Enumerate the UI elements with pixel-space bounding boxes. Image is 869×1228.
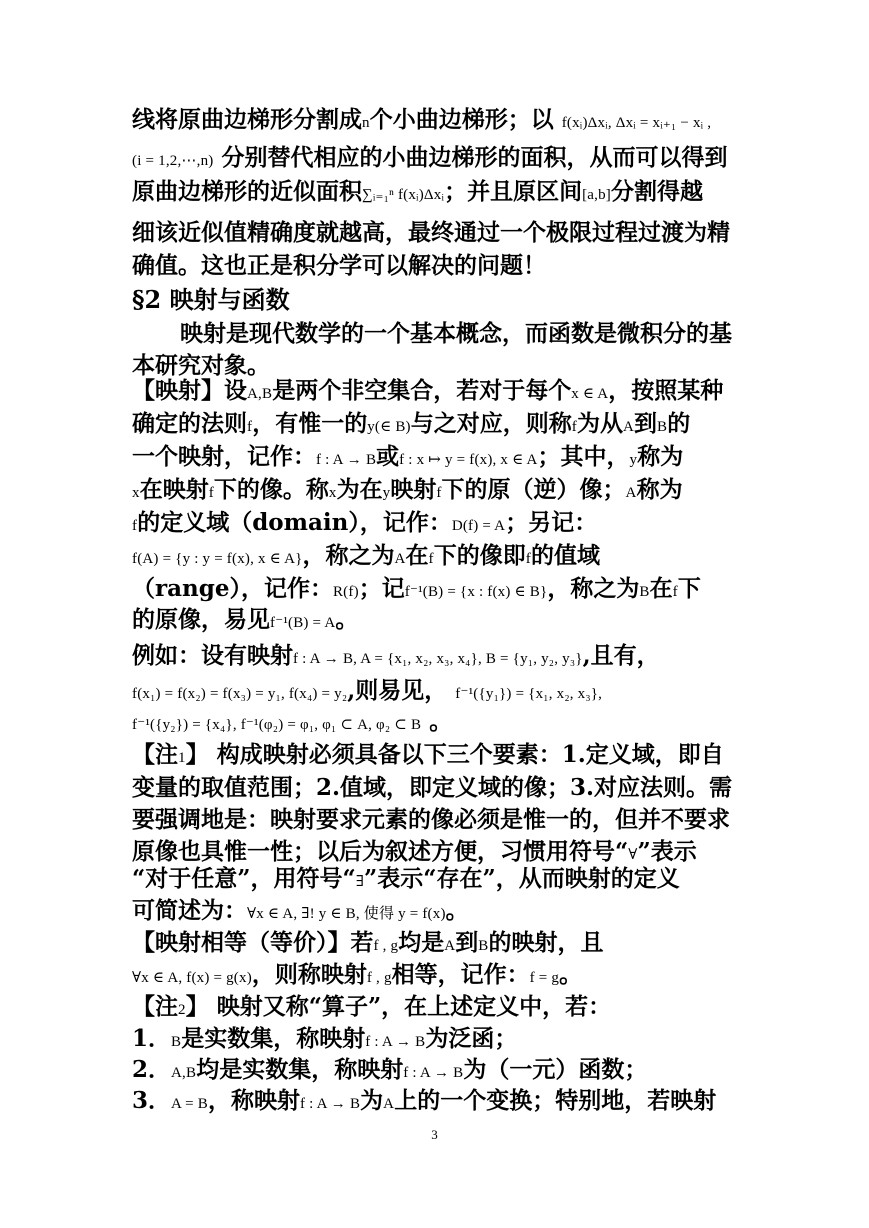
text-line [132,675,742,710]
math: y [382,485,391,501]
math: y [629,452,638,468]
text: 在 [649,575,673,602]
math: y(∈ B) [367,419,411,435]
math: B [639,584,650,600]
text: ”表示 [637,838,697,865]
text-line [132,540,742,575]
math: 2 [178,1002,186,1018]
text: 的 [667,410,691,437]
text: ，称映射 [208,1087,300,1114]
text: 3． [132,1087,172,1114]
text: 是实数集，称映射 [181,1025,366,1052]
text: ,且有， [582,642,660,669]
text: 1． [132,1025,172,1052]
text: 与之对应，则称 [410,410,572,437]
text: 变量的取值范围；2.值域，即定义域的像；3.对应法则。需 [132,774,733,801]
math: f , g [373,938,399,954]
text-line [132,739,742,774]
text: ，则称映射 [251,961,367,988]
text-line [132,604,742,639]
math: f : A → B [403,1065,464,1081]
text: 本研究对象。 [132,352,270,379]
math: n [362,115,370,131]
text: 的原像，易见 [132,606,270,633]
text: 的定义域（domain），记作： [137,509,452,536]
math: D(f) = A [451,518,506,534]
text: 确值。这也正是积分学可以解决的问题！ [132,252,546,279]
math: f [436,485,442,501]
math: f⁻¹({y₂}) = {x₄}, f⁻¹(φ₂) = φ₁, φ₁ ⊂ A, φ₂ ⊂ B [132,717,422,733]
text: 相等，记作： [391,961,530,988]
text: 下的原（逆）像； [441,476,626,503]
math: f [571,419,577,435]
text: 【注 [132,993,178,1020]
text: 【注 [132,741,178,768]
math: A,B [247,386,273,402]
math: [a,b] [582,187,612,203]
text-line [132,804,742,836]
text: 的值域 [530,542,600,569]
heading-text: §2 映射与函数 [132,285,290,314]
text: ，称之为 [302,542,395,569]
math: A [394,551,406,567]
text-line [132,217,742,249]
math: ∃ [355,874,365,890]
text: ,则易见， [347,677,448,704]
math: ∀ [628,847,638,863]
text: 映射是现代数学的一个基本概念，而函数是微积分的基 [180,320,732,347]
math: f(A) = {y : y = f(x), x ∈ A} [132,551,303,567]
math: f : A → B [300,1096,361,1112]
math: ∀x ∈ A, ∃! y ∈ B, 使得 y = f(x) [247,906,446,922]
text: ，按照某种 [608,377,724,404]
text: 分割得越 [611,178,704,205]
math: f [672,584,678,600]
text: 】 构成映射必须具备以下三个要素：1.定义域，即自 [185,741,724,768]
text: 下的像即 [433,542,526,569]
text: 】 映射又称“算子”，在上述定义中，若： [185,993,612,1020]
text: 细该近似值精确度就越高，最终通过一个极限过程过渡为精 [132,219,730,246]
math: x [328,485,337,501]
text: ”表示“存在”，从而映射的定义 [364,865,680,892]
text: 线将原曲边梯形分割成 [132,106,362,133]
text: 均是 [398,929,445,956]
text: 或 [376,443,400,470]
text: 映射 [390,476,437,503]
math: f : A → B [316,452,377,468]
math: ∑ᵢ₌₁ⁿ f(xᵢ)Δxᵢ [362,187,445,203]
text: “对于任意”，用符号“ [132,865,356,892]
text: 到 [455,929,479,956]
text-line [132,895,742,930]
text-line [132,104,742,139]
math: f(xᵢ)Δxᵢ, Δxᵢ = xᵢ₊₁ − xᵢ , [561,115,712,131]
text: 下 [677,575,701,602]
math: B [171,1034,182,1050]
text-line [132,573,742,608]
text: 为从 [576,410,623,437]
text: 为在 [336,476,383,503]
text-line [132,927,742,962]
math: B [657,419,668,435]
text: 。 [559,961,583,988]
math: f⁻¹({y₁}) = {x₁, x₂, x₃}, [455,686,603,702]
math: f : A → B, A = {x₁, x₂, x₃, x₄}, B = {y₁, y₂, y₃} [293,651,583,667]
text: 一个映射，记作： [132,443,316,470]
text: 确定的法则 [132,410,247,437]
text-line [132,507,742,542]
text-line [132,1023,742,1058]
math: f⁻¹(B) = A [270,615,336,631]
text-line [132,772,742,804]
text: 为（一元）函数； [463,1056,648,1083]
math: x [132,485,140,501]
text-line [132,408,742,443]
text-line [132,991,742,1026]
text: 要强调地是：映射要求元素的像必须是惟一的，但并不要求 [132,806,730,833]
text-line [132,863,742,898]
text: 称为 [636,476,683,503]
math: ∀x ∈ A, f(x) = g(x) [132,970,252,986]
text: 2． [132,1056,172,1083]
math: f [247,419,253,435]
page-number: 3 [431,1127,438,1142]
text: 为 [360,1087,384,1114]
text: 例如：设有映射 [132,642,293,669]
math: A [625,485,637,501]
text: 个小曲边梯形；以 [369,106,554,133]
text-line [132,706,742,741]
math: f(x₁) = f(x₂) = f(x₃) = y₁, f(x₄) = y₂ [132,686,348,702]
text: ；记 [358,575,405,602]
text: 。 [335,606,359,633]
math: B [478,938,489,954]
math: f , g [366,970,392,986]
text: 在 [405,542,429,569]
math: (i = 1,2,⋯,n) [132,153,214,169]
math: f : x ↦ y = f(x), x ∈ A [399,452,538,468]
text: （range），记作： [132,575,333,602]
text-line [132,1085,742,1120]
text: 原曲边梯形的近似面积 [132,178,362,205]
text: 在映射 [139,476,209,503]
math: A [383,1096,395,1112]
text-line [132,474,742,509]
text: 为泛函； [425,1025,518,1052]
math: f : A → B [365,1034,426,1050]
math: R(f) [332,584,359,600]
text: 均是实数集，称映射 [196,1056,404,1083]
text-line [132,250,742,282]
section-heading [132,284,742,316]
text: 的映射，且 [488,929,604,956]
text: ；另记： [505,509,598,536]
math: f [132,518,138,534]
text: 【映射】设 [132,377,247,404]
math: f [428,551,434,567]
text-line [132,375,742,410]
math: A = B [171,1096,208,1112]
text: 称为 [637,443,684,470]
math: A,B [171,1065,197,1081]
text-line [132,1054,742,1089]
math: A [622,419,635,435]
math: f = g [529,970,560,986]
text-line [132,142,742,177]
text: 可简述为： [132,897,247,924]
text: 。 [445,897,469,924]
text-line [132,640,742,675]
text-line [180,318,742,350]
text: 原像也具惟一性；以后为叙述方便，习惯用符号“ [132,838,629,865]
math: f [208,485,214,501]
text: ，称之为 [547,575,640,602]
math: 1 [178,750,186,766]
text-line [132,959,742,994]
text: ；并且原区间 [444,178,583,205]
text: 上的一个变换；特别地，若映射 [394,1087,717,1114]
text: ，有惟一的 [252,410,368,437]
text: ；其中， [537,443,630,470]
text: 【映射相等（等价）】若 [132,929,374,956]
math: f⁻¹(B) = {x : f(x) ∈ B} [404,584,548,600]
text-line [132,441,742,476]
math: f [525,551,531,567]
text: 分别替代相应的小曲边梯形的面积，从而可以得到 [221,144,728,171]
math: A [444,938,456,954]
math: x ∈ A [571,386,609,402]
text: 下的像。称 [213,476,329,503]
text: 是两个非空集合，若对于每个 [272,377,572,404]
text-line [132,176,742,211]
text: 。 [429,708,453,735]
text: 到 [634,410,658,437]
